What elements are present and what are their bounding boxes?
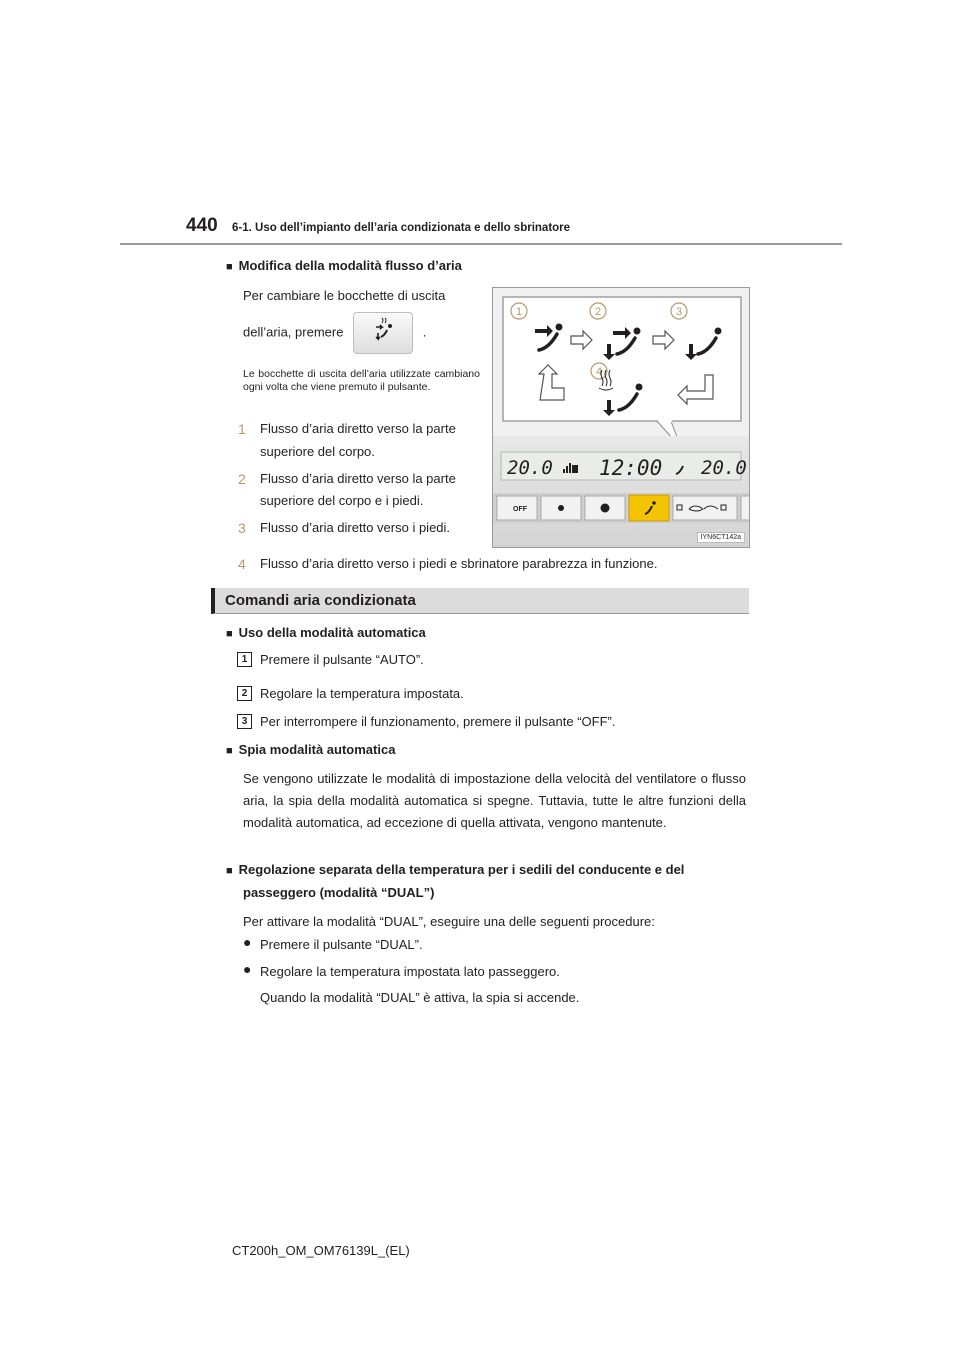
dual-heading — [226, 862, 751, 877]
header-rule — [120, 243, 842, 245]
figure-callout-2: 2 — [594, 306, 602, 318]
auto-light-body: Se vengono utilizzate le modalità di impostazione della velocità del ventilatore o flusso aria, la spia della modalità automatica si spegne. Tuttavia, tutte le altre funzioni della modalità automatica, ad eccezione di quella attivata, vengono mantenute. — [243, 771, 746, 830]
square-bullet-icon: ■ — [226, 628, 233, 640]
airflow-item-2-line1: Flusso d’aria diretto verso la parte — [260, 471, 456, 486]
auto-light-heading — [226, 742, 395, 757]
square-bullet-icon: ■ — [226, 745, 233, 757]
step-3-text: Per interrompere il funzionamento, premere il pulsante “OFF”. — [260, 714, 616, 729]
auto-light-title: Spia modalità automatica — [238, 742, 396, 757]
airflow-mode-icon — [354, 313, 412, 353]
dual-note: Quando la modalità “DUAL” è attiva, la spia si accende. — [260, 990, 580, 1005]
airflow-item-4-number: 4 — [238, 556, 246, 572]
airflow-item-2-number: 2 — [238, 471, 246, 487]
square-bullet-icon: ■ — [226, 261, 233, 273]
airflow-figure-drawing — [493, 288, 749, 547]
airflow-item-1-line2: superiore del corpo. — [260, 444, 375, 459]
dual-bullet-2: Regolare la temperatura impostata lato passeggero. — [260, 964, 560, 979]
auto-mode-heading — [226, 625, 426, 640]
section-heading-bar — [211, 588, 749, 614]
airflow-title: Modifica della modalità flusso d’aria — [238, 258, 462, 273]
display-right-temperature: 20.0 — [701, 457, 747, 479]
figure-off-label: OFF — [513, 506, 527, 513]
airflow-item-3-number: 3 — [238, 520, 246, 536]
airflow-figure — [492, 287, 750, 548]
airflow-note: Le bocchette di uscita dell’aria utilizzate cambiano ogni volta che viene premuto il pulsante. — [243, 368, 480, 393]
page-number: 440 — [186, 215, 218, 236]
auto-mode-title: Uso della modalità automatica — [238, 625, 426, 640]
airflow-intro-1: Per cambiare le bocchette di uscita — [243, 288, 446, 303]
bullet-dot-icon: ● — [243, 961, 252, 977]
airflow-heading — [226, 258, 462, 273]
airflow-item-2-line2: superiore del corpo e i piedi. — [260, 493, 424, 508]
step-2-text: Regolare la temperatura impostata. — [260, 686, 464, 701]
figure-callout-1: 1 — [515, 306, 523, 318]
airflow-intro-2-post: . — [422, 324, 427, 340]
footer-code: CT200h_OM_OM76139L_(EL) — [232, 1243, 410, 1258]
step-1-text: Premere il pulsante “AUTO”. — [260, 652, 424, 667]
step-1-number: 1 — [237, 652, 252, 667]
display-clock: 12:00 — [599, 456, 663, 480]
square-bullet-icon: ■ — [226, 865, 233, 877]
step-3-number: 3 — [237, 714, 252, 729]
airflow-item-1-number: 1 — [238, 421, 246, 437]
step-2-number: 2 — [237, 686, 252, 701]
airflow-mode-button-image — [353, 312, 413, 354]
figure-callout-4: 4 — [595, 366, 603, 378]
airflow-intro-2 — [243, 312, 493, 354]
display-left-temperature: 20.0 — [507, 457, 553, 479]
airflow-item-1-line1: Flusso d’aria diretto verso la parte — [260, 421, 456, 436]
airflow-item-3-line1: Flusso d’aria diretto verso i piedi. — [260, 520, 451, 535]
dual-title-line1: Regolazione separata della temperatura per i sedili del conducente e del — [238, 862, 685, 877]
chapter-title: 6-1. Uso dell’impianto dell’aria condizionata e dello sbrinatore — [232, 222, 571, 234]
section-title: Comandi aria condizionata — [225, 592, 416, 609]
dual-bullet-1: Premere il pulsante “DUAL”. — [260, 937, 423, 952]
dual-title-line2: passeggero (modalità “DUAL”) — [243, 885, 435, 900]
figure-image-id: IYN6CT142a — [697, 532, 745, 543]
figure-callout-3: 3 — [675, 306, 683, 318]
bullet-dot-icon: ● — [243, 934, 252, 950]
dual-intro: Per attivare la modalità “DUAL”, eseguire una delle seguenti procedure: — [243, 914, 655, 929]
airflow-intro-2-pre: dell’aria, premere — [243, 324, 344, 340]
airflow-item-4-line1: Flusso d’aria diretto verso i piedi e sbrinatore parabrezza in funzione. — [260, 556, 658, 571]
